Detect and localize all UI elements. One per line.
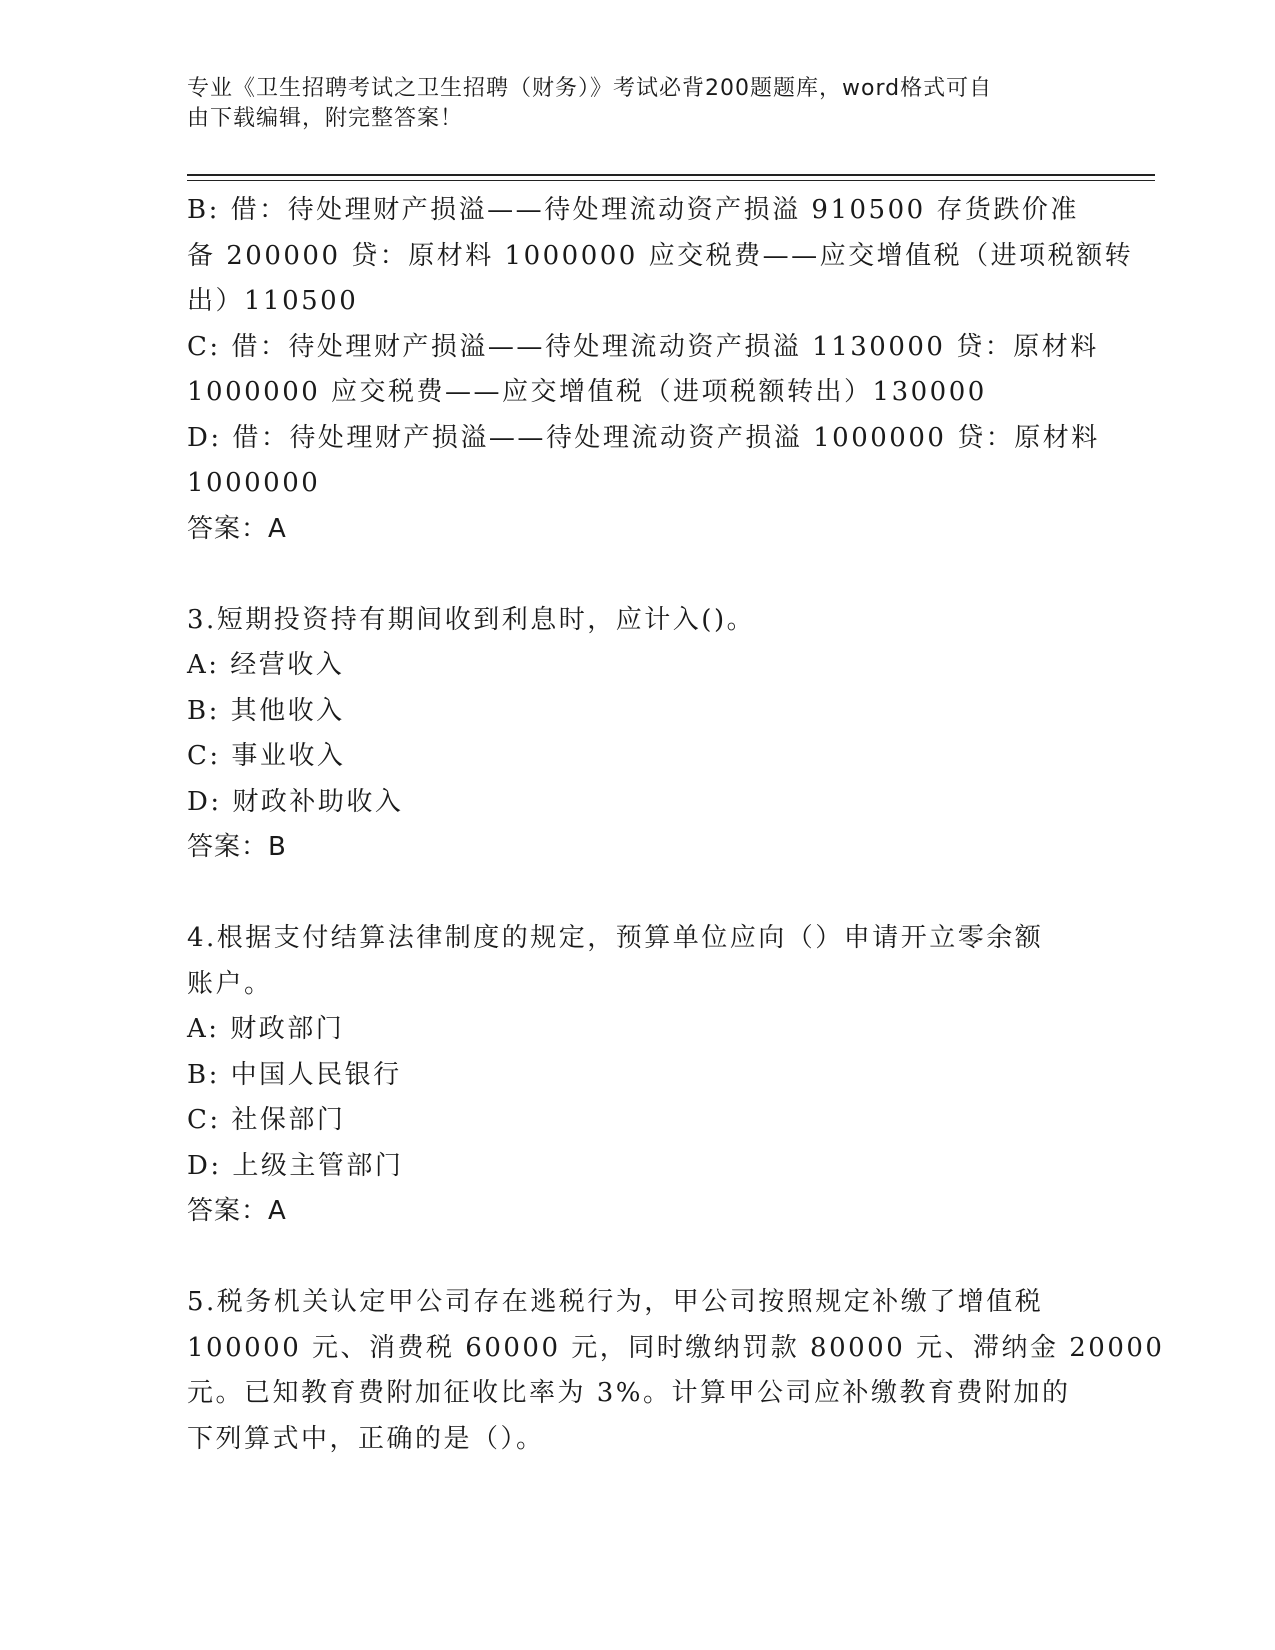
option-c: C: 社保部门 [187, 1105, 346, 1135]
question-text-line-3: 元。已知教育费附加征收比率为 3%。计算甲公司应补缴教育费附加的 [187, 1378, 1071, 1408]
question-text-line-1: 4.根据支付结算法律制度的规定，预算单位应向（）申请开立零余额 [187, 923, 1044, 953]
question-4 [187, 916, 1082, 1235]
option-a: A: 经营收入 [187, 650, 345, 680]
option-b-line-1: B: 借：待处理财产损溢——待处理流动资产损溢 910500 存货跌价准 [187, 195, 1079, 225]
header-line-1: 专业《卫生招聘考试之卫生招聘（财务）》考试必背200题题库，word格式可自 [187, 76, 993, 101]
answer-label: 答案：B [187, 832, 287, 862]
question-text-line-2: 账户。 [187, 968, 273, 999]
question-5 [187, 1280, 1165, 1462]
option-a: A: 财政部门 [187, 1014, 345, 1044]
option-b-line-3: 出）110500 [187, 286, 359, 316]
answer-label: 答案：A [187, 1196, 287, 1226]
option-b-line-2: 备 200000 贷：原材料 1000000 应交税费——应交增值税（进项税额转 [187, 240, 1134, 271]
option-d: D: 上级主管部门 [187, 1150, 404, 1181]
header-line-2: 由下载编辑，附完整答案！ [187, 106, 464, 131]
question-text-line-2: 100000 元、消费税 60000 元，同时缴纳罚款 80000 元、滞纳金 20000 [187, 1332, 1165, 1363]
question-text-line-4: 下列算式中，正确的是（）。 [187, 1423, 545, 1454]
document-header [187, 74, 1067, 134]
option-b: B: 其他收入 [187, 695, 345, 726]
question-3 [187, 598, 1082, 871]
option-c-line-2: 1000000 应交税费——应交增值税（进项税额转出）130000 [187, 377, 987, 407]
option-b: B: 中国人民银行 [187, 1059, 402, 1090]
document-body [187, 188, 1165, 1462]
option-d-line-1: D: 借：待处理财产损溢——待处理流动资产损溢 1000000 贷：原材料 [187, 422, 1100, 453]
option-c-line-1: C: 借：待处理财产损溢——待处理流动资产损溢 1130000 贷：原材料 [187, 331, 1099, 362]
option-c: C: 事业收入 [187, 741, 346, 771]
question-text-line-1: 5.税务机关认定甲公司存在逃税行为，甲公司按照规定补缴了增值税 [187, 1287, 1044, 1317]
answer-label: 答案：A [187, 513, 287, 544]
option-d-line-2: 1000000 [187, 468, 321, 498]
option-d: D: 财政补助收入 [187, 786, 404, 817]
question-2-continued [187, 188, 1134, 552]
header-divider-thin [187, 180, 1155, 181]
question-text: 3.短期投资持有期间收到利息时，应计入()。 [187, 604, 756, 635]
header-divider-thick [187, 174, 1155, 176]
